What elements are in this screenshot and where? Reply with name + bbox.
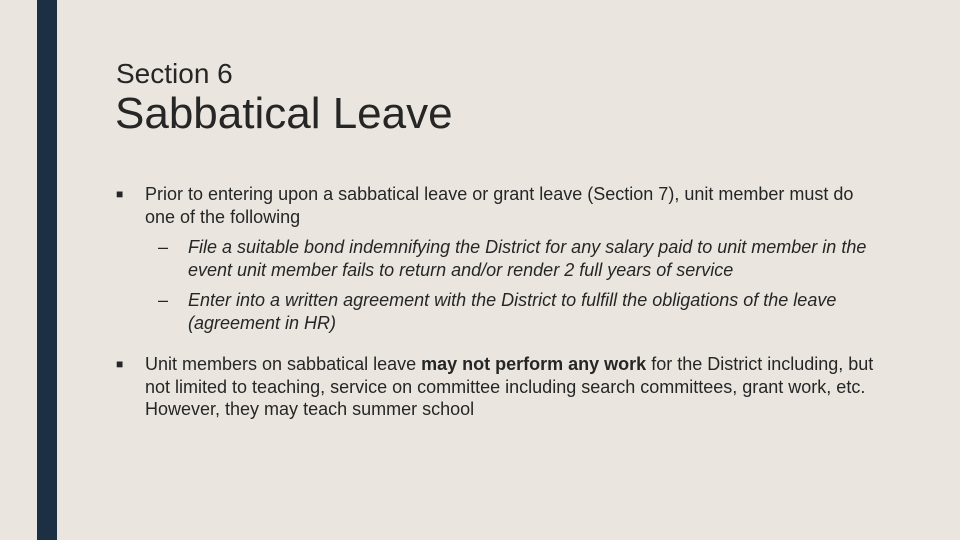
sub-bullet-text: File a suitable bond indemnifying the District for any salary paid to unit member in the event unit member fails to return and/or render 2 full years of service	[188, 237, 867, 280]
bullet-item	[116, 183, 876, 228]
square-bullet-icon: ■	[116, 357, 124, 371]
bullet-text-emphasis: may not perform any work	[421, 354, 647, 374]
sub-bullet-text: Enter into a written agreement with the District to fulfill the obligations of the leave (agreement in HR)	[188, 290, 837, 333]
bullet-text-end: for the District including, but not limited to teaching, service on committee including search committees, grant work, etc. However, they may teach summer school	[145, 354, 874, 419]
dash-icon: –	[158, 237, 169, 257]
accent-side-bar	[37, 0, 57, 540]
square-bullet-icon: ■	[116, 187, 124, 201]
slide-body	[116, 183, 876, 421]
sub-bullet-item	[116, 289, 876, 334]
section-subtitle: Section 6	[116, 58, 233, 89]
sub-bullet-item	[116, 236, 876, 281]
dash-icon: –	[158, 290, 169, 310]
bullet-item	[116, 353, 876, 421]
sub-bullet-list	[116, 236, 876, 334]
bullet-text: Prior to entering upon a sabbatical leave or grant leave (Section 7), unit member must do one of the following	[145, 184, 854, 227]
bullet-text-start: Unit members on sabbatical leave	[145, 354, 422, 374]
slide-title: Sabbatical Leave	[115, 89, 453, 138]
